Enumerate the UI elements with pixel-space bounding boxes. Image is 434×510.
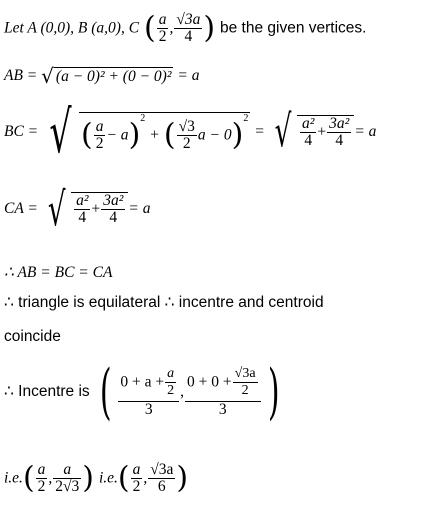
bc-f1-den: 2 (95, 135, 104, 152)
ca-f1-num: a² (76, 192, 89, 209)
ab-sqrt: √ (a − 0)² + (0 − 0)² (41, 64, 172, 89)
c-x-fraction (157, 12, 169, 45)
equal-sides-statement: ∴ AB = BC = CA (4, 264, 113, 281)
bc-lhs: BC = (4, 123, 43, 140)
incentre-prefix: ∴ Incentre is (4, 383, 94, 400)
result-2-x-num: a (132, 461, 141, 478)
result-1-y-den: 2√3 (55, 478, 80, 495)
ca-equation (4, 182, 151, 252)
ca-f2-den: 4 (109, 209, 118, 226)
bc-equals: = (255, 123, 265, 140)
bc-f2-den: 2 (182, 135, 191, 152)
bc-minus-a: − a (106, 126, 129, 144)
incentre-equation: ∴ Incentre is ( 0 + a + $\frac{a}{2}$ 3 , 0 + 0 + $\frac{√3a}{2}$ 3 ) (4, 357, 280, 427)
equilateral-statement: ∴ triangle is equilateral ∴ incentre and centroid (4, 294, 324, 311)
bc-f4-num: 3a² (329, 115, 350, 132)
coincide-word: coincide (4, 328, 61, 345)
incentre-x-num-text: 0 + a + (120, 373, 165, 391)
bc-f3-den: 4 (304, 132, 313, 149)
c-y-den: 4 (184, 28, 193, 45)
result-2-x-den: 2 (132, 478, 141, 495)
incentre-y-den: 3 (218, 401, 227, 418)
incentre-x-sub-den: 2 (167, 383, 175, 398)
ca-rhs: = a (128, 200, 151, 217)
result-1-y-num: a (53, 462, 81, 479)
ca-plus: + (91, 200, 101, 218)
vertices-prefix: Let A (0,0), B (a,0), C (4, 19, 140, 37)
incentre-x (118, 366, 179, 418)
bc-tail: a − 0 (197, 126, 232, 144)
ca-lhs: CA = (4, 200, 42, 217)
ab-lhs: AB = (4, 67, 42, 84)
result-1-x-num: a (37, 461, 46, 478)
result-2-y-den: 6 (157, 478, 166, 495)
bc-f1-num: a (95, 118, 104, 135)
bc-sqrt-2: √ $\frac{\text{a²}}{4}$ + $\frac{\text{3a²}}{4}$ (269, 115, 354, 149)
c-y-fraction (174, 12, 202, 45)
close-paren: ) (203, 10, 216, 46)
result-1-x-den: 2 (37, 478, 46, 495)
bc-rhs: = a (354, 123, 377, 140)
incentre-y-sub-den: 2 (241, 383, 249, 398)
open-paren: ( (143, 10, 156, 46)
c-y-num: √3a (176, 11, 201, 28)
bc-sqrt: √ ( $\frac{a}{2}$ − a)$^2$ + ( $\frac{√3}{2}$ a − 0)$^2$ (49, 98, 249, 166)
c-x-den: 2 (158, 28, 167, 45)
ca-sqrt: √ $\frac{\text{a²}}{4}$ + $\frac{\text{3a²}}{4}$ (42, 192, 129, 226)
bc-f4-den: 4 (335, 132, 344, 149)
incentre-y-sub-num: √3a (234, 366, 256, 381)
ab-equation (4, 64, 200, 89)
ie-label-2: i.e. (98, 469, 118, 487)
vertices-statement: Let A (0,0), B (a,0), C ( $\frac{a}{2}$ , $\frac{√3a}{4}$ ) be the given vertices. (4, 10, 367, 46)
ca-f2-num: 3a² (103, 192, 124, 209)
ab-radicand: (a − 0)² + (0 − 0)² (55, 67, 172, 85)
incentre-y-num-text: 0 + 0 + (187, 373, 232, 391)
ie-label-1: i.e. (4, 469, 23, 487)
ca-f1-den: 4 (78, 209, 87, 226)
result-2-y-num: √3a (150, 461, 174, 478)
bc-f2-num: √3 (178, 118, 195, 135)
incentre-x-sub-num: a (167, 366, 175, 381)
incentre-x-den: 3 (144, 401, 153, 418)
incentre-y (185, 366, 261, 418)
bc-f3-num: a² (302, 115, 315, 132)
vertices-suffix: be the given vertices. (220, 19, 367, 37)
ab-rhs: = a (173, 67, 200, 84)
bc-plus: + (150, 126, 159, 144)
c-x-num: a (158, 11, 167, 28)
bc-equation (4, 98, 377, 182)
result-equation: i.e.( $\frac{a}{2}$ , $\frac{a}{2√3}$ ) i.e.( $\frac{a}{2}$ , $\frac{√3a}{6}$ ) (4, 460, 189, 496)
incentre-comma: , (180, 383, 185, 400)
